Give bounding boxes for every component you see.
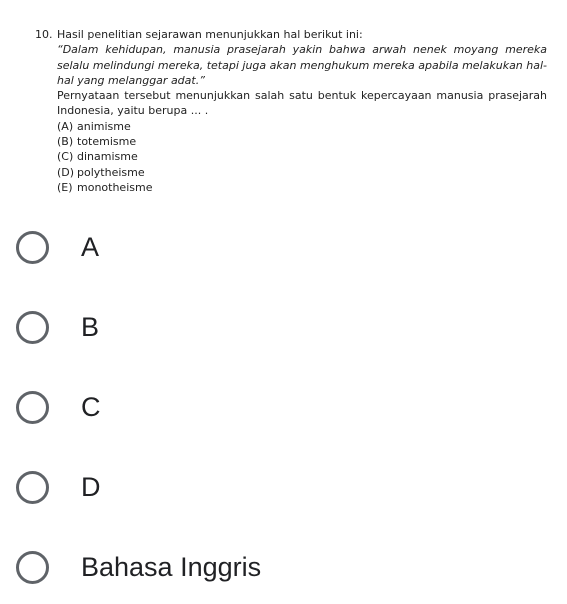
answer-label[interactable]: D [81, 471, 101, 502]
answer-choice-d[interactable] [16, 465, 101, 509]
option-text: totemisme [77, 135, 137, 149]
question-quote: “Dalam kehidupan, manusia prasejarah yakin bahwa arwah nenek moyang mereka selalu melindungi mereka, tetapi juga akan menghukum mereka apabila melakukan hal-hal yang melanggar adat.” [57, 43, 548, 87]
answer-label[interactable]: Bahasa Inggris [81, 551, 262, 582]
radio-button-icon[interactable] [16, 471, 49, 504]
answer-choice-c[interactable] [16, 385, 101, 429]
option-text: polytheisme [77, 165, 145, 179]
radio-button-icon[interactable] [16, 391, 49, 424]
option-letter: (E) [57, 180, 73, 194]
radio-button-icon[interactable] [16, 551, 49, 584]
radio-button-icon[interactable] [16, 311, 49, 344]
answer-label[interactable]: B [81, 311, 100, 342]
option-letter: (B) [57, 135, 74, 149]
answer-label[interactable]: C [81, 391, 101, 422]
option-text: animisme [77, 119, 131, 133]
question-number: 10. [35, 28, 53, 41]
radio-button-icon[interactable] [16, 231, 49, 264]
option-letter: (C) [57, 150, 74, 164]
option-text: dinamisme [77, 150, 138, 164]
question-statement: Pernyataan tersebut menunjukkan salah satu bentuk kepercayaan manusia prasejarah Indonesia, yaitu berupa ... . [57, 89, 547, 118]
option-text: monotheisme [77, 180, 153, 194]
option-letter: (A) [57, 119, 74, 133]
answer-choice-a[interactable] [16, 225, 99, 269]
option-letter: (D) [57, 165, 75, 179]
answer-label[interactable]: A [81, 231, 100, 262]
question-intro: Hasil penelitian sejarawan menunjukkan hal berikut ini: [57, 28, 363, 41]
answer-choice-b[interactable] [16, 305, 99, 349]
answer-choice-bahasa-inggris[interactable] [16, 545, 261, 589]
